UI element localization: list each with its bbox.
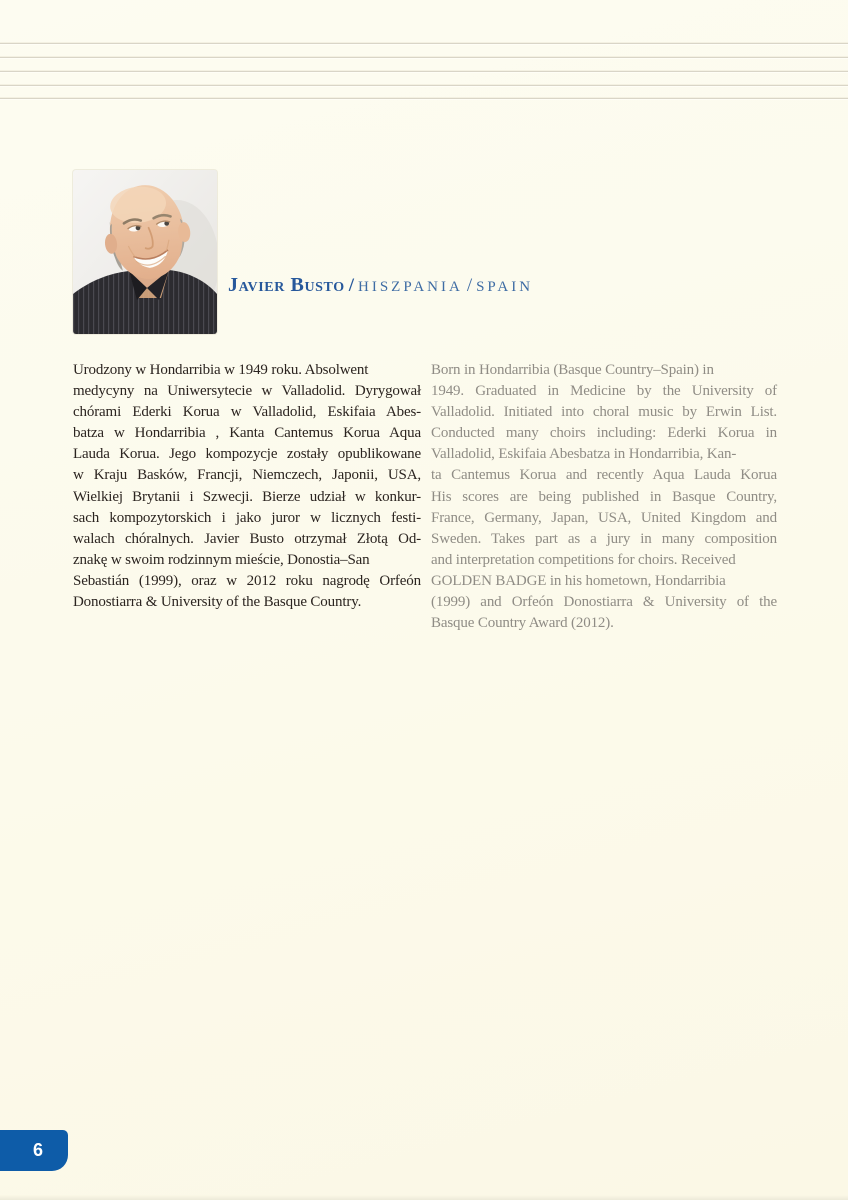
bio-line: Donostiarra & University of the Basque Country. [73, 594, 362, 611]
bio-line: His scores are being published in Basque Country, [431, 488, 777, 505]
bio-line: Lauda Korua. Jego kompozycje zostały opublikowane [73, 446, 421, 463]
bio-line: Urodzony w Hondarribia w 1949 roku. Absolwent [73, 362, 369, 378]
bio-line: batza w Hondarribia , Kanta Cantemus Korua Aqua [73, 425, 422, 442]
staff-line [0, 98, 848, 99]
title-separator: / [348, 275, 355, 296]
portrait-illustration [73, 170, 217, 334]
bio-line: ta Cantemus Korua and recently Aqua Lauda Korua [431, 467, 778, 484]
bio-line: w Kraju Basków, Francji, Niemczech, Japonii, USA, [73, 467, 421, 484]
page-number: 6 [32, 1140, 43, 1160]
bio-line: chórami Ederki Korua w Valladolid, Eskifaia Abes- [73, 404, 422, 421]
bio-line: Sweden. Takes part as a jury in many composition [431, 530, 778, 547]
title-separator: / [466, 275, 473, 296]
bio-line: Valladolid, Eskifaia Abesbatza in Hondarribia, Kan- [431, 446, 737, 463]
bio-line: Basque Country Award (2012). [431, 615, 614, 632]
bio-line: Wielkiej Brytanii i Szwecji. Bierze udział w konkur- [73, 488, 421, 505]
staff-line [0, 43, 848, 44]
bio-line: and interpretation competitions for choirs. Received [431, 551, 736, 568]
bio-line: GOLDEN BADGE in his hometown, Hondarribia [431, 572, 726, 589]
bio-line: Valladolid. Initiated into choral music by Erwin List. [431, 404, 778, 421]
bio-line: znakę w swoim rodzinnym mieście, Donostia–San [73, 551, 370, 568]
bio-line: France, Germany, Japan, USA, United Kingdom and [431, 509, 778, 526]
page-bottom-edge [0, 1195, 848, 1200]
country-polish: HISZPANIA [358, 279, 463, 295]
bio-column-english [431, 360, 777, 634]
bio-line: Born in Hondarribia (Basque Country–Spain) in [431, 362, 714, 378]
bio-line: walach chóralnych. Javier Busto otrzymał Złotą Od- [73, 530, 422, 547]
portrait-photo [73, 170, 217, 334]
artist-name: Javier Busto [228, 274, 345, 296]
bio-line: Sebastián (1999), oraz w 2012 roku nagrodę Orfeón [73, 572, 421, 589]
bio-column-polish [73, 360, 421, 613]
page-number-tab [0, 1130, 68, 1171]
bio-line: sach kompozytorskich i jako juror w licznych festi- [73, 509, 421, 526]
bio-line: (1999) and Orfeón Donostiarra & University of the [431, 594, 777, 611]
page-title [228, 272, 533, 300]
bio-line: 1949. Graduated in Medicine by the University of [431, 383, 777, 400]
staff-line [0, 71, 848, 72]
staff-line [0, 57, 848, 58]
staff-line [0, 85, 848, 86]
bio-line: medycyny na Uniwersytecie w Valladolid. Dyrygował [73, 383, 421, 400]
country-english: SPAIN [476, 279, 534, 295]
bio-line: Conducted many choirs including: Ederki Korua in [431, 425, 778, 442]
